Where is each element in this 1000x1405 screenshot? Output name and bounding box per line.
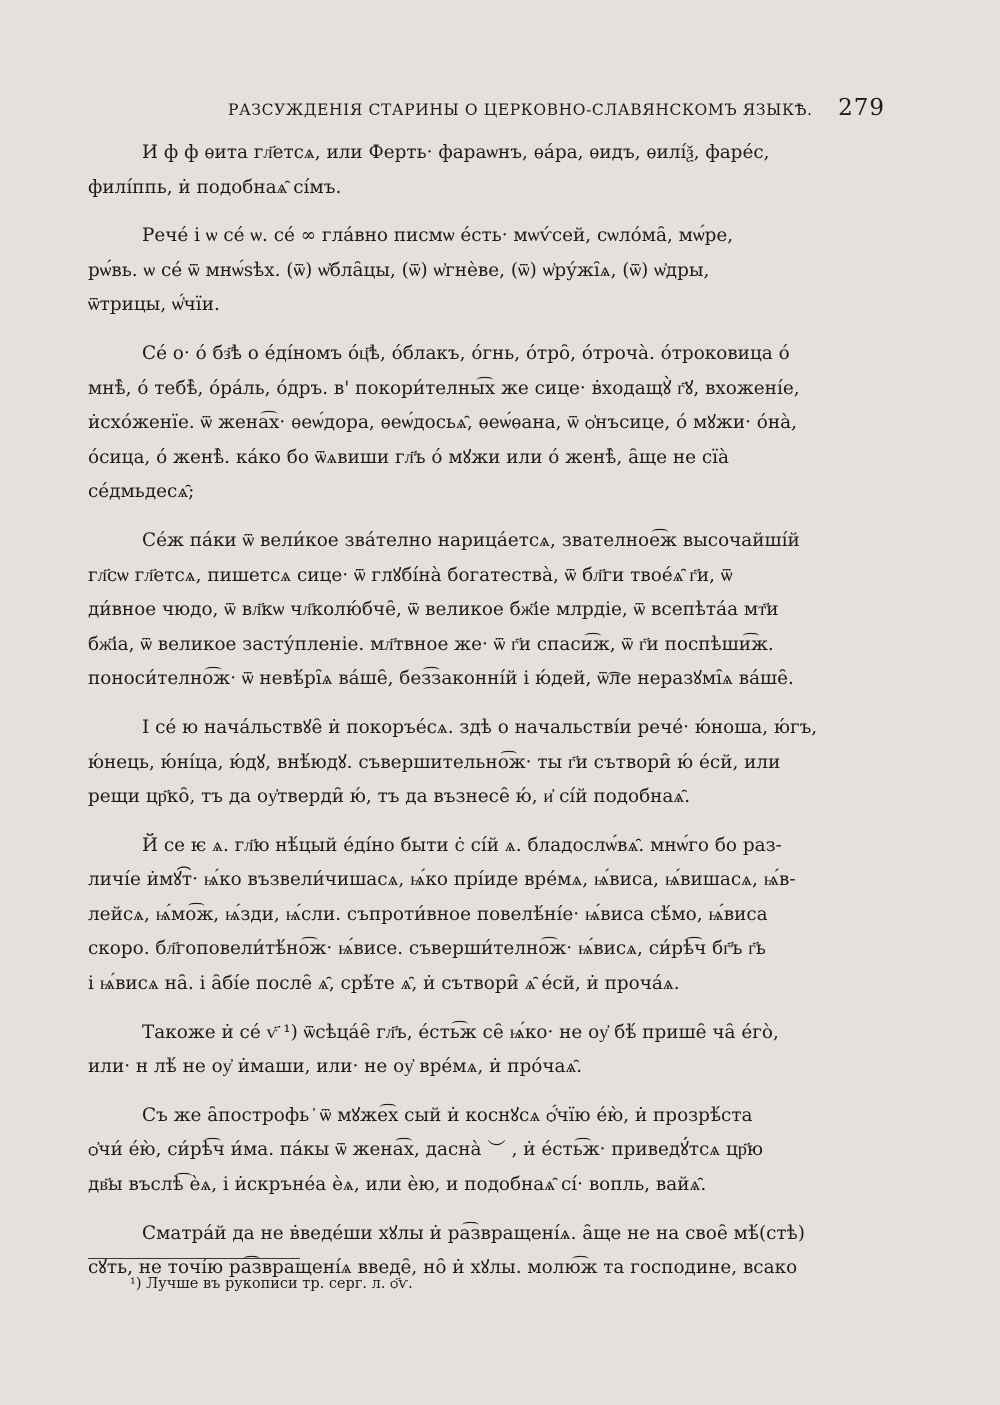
paragraph-3: Се́ о· о́ бз҃ѣ о е́ді́номъ о́ц҃ѣ, о́блакъ, о́гнь, о́тро̑, о́троча̀. о́троковица о́ мнѣ̀, о́ тебѣ̀, о́ра́ль, о́дръ. в' покори́телны͡х же сице· в̇ходащꙋ̀ г҃ꙋ, вхожені́е, и̇схо́женїе. ѿ жена͡х· ѳеѡ́дора, ѳеѡ́досьѧ̑, ѳеѡ́ѳана, ѿ ѻ҆нъсице, о́ мꙋжи· о́на̀, о́сица, о́ женѣ̀. ка́ко бо ѿѧвиши гл҃ъ о́ мꙋжи или о́ женѣ̀, а̑ще не сїа̀ се́дмьдесѧ̑; (88, 342, 800, 503)
paragraph-6: Й се ѥ ѧ. гл҃ю нѣ́цый е́ді́но быти с̇ сі́й ѧ. бладослѡ́вѧ̑. мнѡ́го бо раз- личі́е и̇мꙋ͡т· ѩ́ко възвели́чишасѧ, ѩ́ко прі́иде вре́мѧ, ѩ́виса, ѩ́вишасѧ, ѩ́в- лейсѧ, ѩ́мо͡ж, ѩ́зди, ѩ́сли. съпроти́вное повелѣ́ні́е· ѩ́виса сѣ́мо, ѩ́виса скоро. бл҃гоповели́тѣ́но͡ж· ѩ́висе. съверши́телно͡ж· ѩ́висѧ, си́рѣ͡ч бг҃ъ г҃ь і ѩ́висѧ на̑. і а̑бі́е после̑ ѧ̑, срѣ́те ѧ̑, и̇ сътвори̑ ѧ̑ е́сй, и̇ проча́ѧ. (88, 834, 796, 995)
paragraph-7: Такоже и̇ се́ ѵ҃ ¹) ѿсѣца́е̑ гл҃ъ, е́сть͡ж се̑ ѩ́ко· не оу҆ бѣ́ прише̑ ча̑ е́го̀, или· н лѣ́ не оу҆ и̇маши, или· не оу҆ вре́мѧ, и̇ про́чаѧ̑. (88, 1021, 779, 1078)
page-number: 279 (838, 95, 885, 121)
footnote-divider (88, 1258, 300, 1259)
page-header (210, 95, 885, 127)
paragraph-5: І се́ ю нача́льствꙋе̑ и̇ покоръе́сѧ. здѣ о начальстві́и рече́· ю́ноша, ю́гъ, ю́нець, ю́ні́ца, ю́дꙋ, внѣ́юдꙋ. съвершительно͡ж· ты г҃и сътвори̑ ю́ е́сй, или рещи цр҃ко̑, тъ да оу҆тверди̑ ю́, тъ да възнесе̑ ю́, и҆ сі́й подобнаѧ̑. (88, 716, 818, 808)
paragraph-1: И ф ф ѳита гл҃етсѧ, или Ферть· фараѡнъ, ѳа́ра, ѳидъ, ѳилі́ѯ, фаре́с, филі́ппь, и̇ подобнаѧ̑ сі́мъ. (88, 142, 770, 198)
footnote: ¹) Лучше въ рукописи тр. серг. л. ѻ҃ѵ. (130, 1276, 413, 1292)
paragraph-2: Рече́ і ѡ се́ ѡ. се́ ∞ гла́вно писмѡ е́сть· мѡѵ́сей, сѡло́ма̑, мѡ́ре, рѡ́вь. ѡ се́ ѿ мнѡ́ѕѣх. (ѿ) ѡ҆бла̑цы, (ѿ) ѡ҆гнѐве, (ѿ) ѡ҆ру́жі̑ѧ, (ѿ) ѡ҆дры, ѿтрицы, ѡ҆́чїи. (88, 225, 734, 316)
paragraph-8: Съ же а̑построфь ҆ ѿ мꙋже͡х сый и̇ коснꙋсѧ ѻ҆́чїю е́ю̀, и̇ прозрѣ́ста ѻ҆чи́ е́ю̀, си́рѣ͡ч и́ма. па́кы ѿ жена͡х, дасна̀ ︶ , и̇ е́сть͡ж· приведꙋ́тсѧ цр҃ю дв҃ы въслѣ͡ ѐѧ, і и̇скръне́а ѐѧ, или ѐю, и подобнаѧ̑ сі́· вопль, вайѧ̑. (88, 1104, 764, 1196)
paragraph-9: Сматра́й да не в̇веде́ши хꙋлы и̇ ра͡звращені́ѧ. а̑ще не на свое̑ мѣ́(стѣ) сꙋть, не точі́ю ра͡звращені́ѧ введе̑, но̑ и̇ хꙋлы. молю͡ж та господине, всако (88, 1222, 805, 1279)
running-title: РАЗСУЖДЕНІЯ СТАРИНЫ О ЦЕРКОВНО-СЛАВЯНСКОМЪ ЯЗЫКѢ. (228, 101, 813, 119)
body-text (88, 136, 876, 1300)
paragraph-4: Се́ж па́ки ѿ вели́кое зва́телно нарица́етсѧ, звателное͡ж высочайші́й гл҃сѡ гл҃етсѧ, пишетсѧ сице· ѿ глꙋбі́на̀ богатества̀, ѿ бл҃ги твое́ѧ̑ г҃и, ѿ ди́вное чюдо, ѿ вл҃кѡ чл҃колю́бче̑, ѿ великое бж҃іе млрдіе, ѿ всепѣта́а мт҃и бж҃іа, ѿ великое засту́пленіе. мл҃твное же· ѿ г҃и спаси͡ж, ѿ г҃и поспѣши͡ж. поноси́телно͡ж· ѿ невѣ́рі̑ѧ ва́ше̑, без͡законні́й і ю́дей, ѿ͡ле неразꙋмі̑ѧ ва́ше̑. (88, 529, 800, 690)
